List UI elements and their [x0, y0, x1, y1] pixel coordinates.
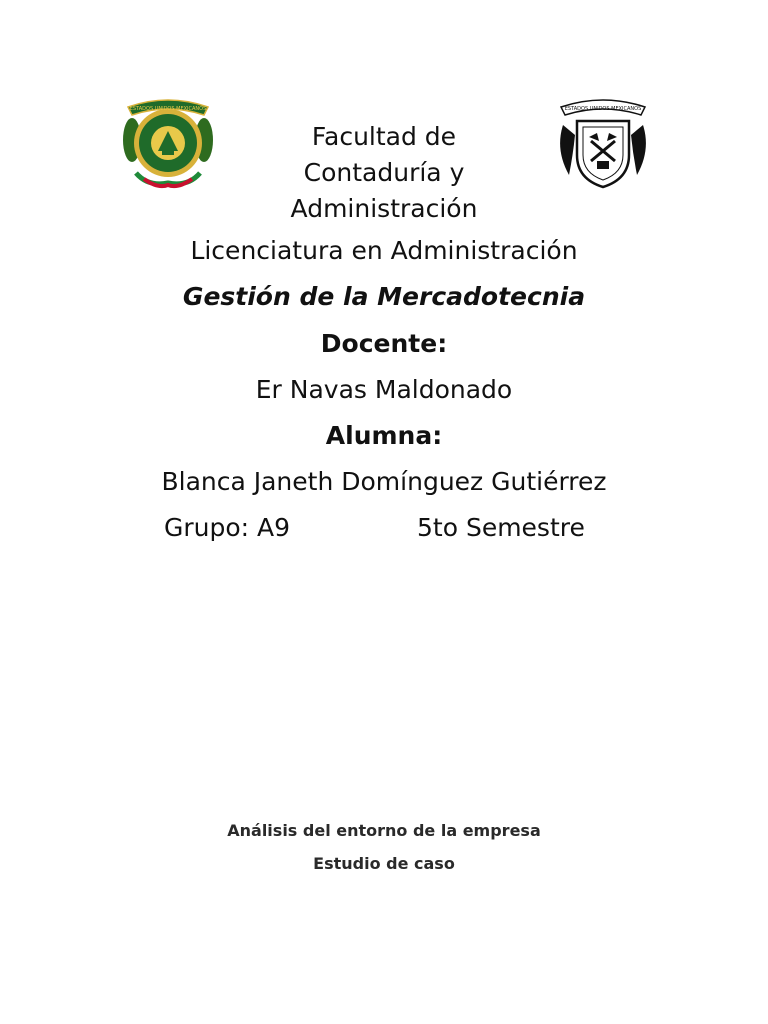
course-title: Gestión de la Mercadotecnia — [182, 282, 586, 311]
faculty-line-3: Administración — [290, 194, 478, 223]
group-info: Grupo: A9 — [164, 513, 291, 542]
degree-title: Licenciatura en Administración — [190, 236, 578, 265]
teacher-label: Docente: — [320, 329, 448, 358]
semester-info: 5to Semestre — [417, 513, 585, 542]
left-seal-caption: ESTADOS UNIDOS MEXICANOS — [129, 106, 207, 112]
faculty-line-2: Contaduría y — [303, 158, 465, 187]
teacher-name: Er Navas Maldonado — [255, 375, 513, 404]
document-type: Estudio de caso — [313, 854, 455, 873]
right-seal-caption: ESTADOS UNIDOS MEXICANOS — [564, 106, 642, 112]
faculty-line-1: Facultad de — [311, 122, 457, 151]
document-subject: Análisis del entorno de la empresa — [227, 821, 541, 840]
student-label: Alumna: — [325, 421, 443, 450]
faculty-name — [0, 119, 768, 227]
student-name: Blanca Janeth Domínguez Gutiérrez — [161, 467, 607, 496]
